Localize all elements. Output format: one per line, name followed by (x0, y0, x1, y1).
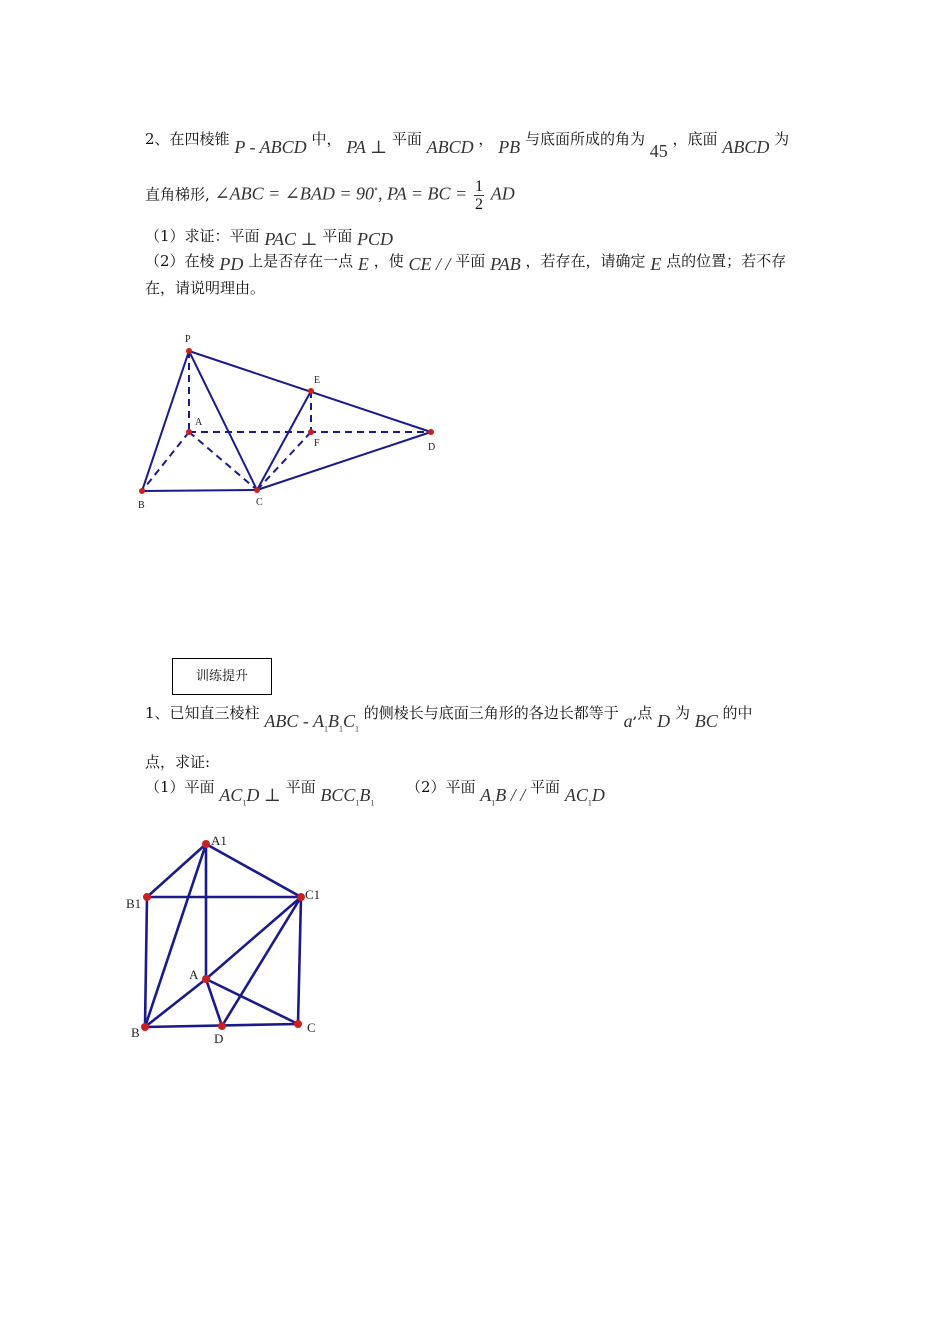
edge-bb1 (145, 897, 147, 1027)
text: 直角梯形, (145, 185, 210, 204)
point-b (139, 488, 145, 494)
text: 2、在四棱锥 (145, 130, 230, 148)
text: 平面 (530, 778, 561, 796)
text: 平面 (285, 778, 316, 796)
label-f: F (314, 438, 320, 449)
point-f (308, 429, 314, 435)
edge-pb (142, 351, 189, 491)
point-a1 (202, 840, 210, 848)
label-b: B (131, 1025, 140, 1040)
text: ，底面 (672, 130, 718, 148)
label-e: E (314, 375, 321, 386)
math-pb: PB (498, 137, 521, 157)
math-pcd: PCD (357, 229, 394, 249)
text: （1）平面 (145, 778, 215, 796)
math-e-2: E (650, 254, 662, 274)
edge-bc (142, 490, 257, 491)
math-ac1d-perp: $AC_1D$ ⊥ (219, 785, 281, 808)
math-e: E (357, 254, 369, 274)
point-c (294, 1020, 302, 1028)
text: 为 (674, 704, 690, 722)
label-a: A (195, 417, 203, 428)
edge-ac1 (206, 897, 301, 979)
text: 中， (311, 130, 342, 148)
point-c (254, 487, 260, 493)
math-prism: ABC - $A_1B_1C_1$ (264, 711, 360, 734)
math-ce-parallel: CE / / (408, 254, 451, 274)
math-a: a (623, 711, 633, 731)
label-c: C (256, 497, 263, 508)
point-b (141, 1023, 149, 1031)
text: 平面 (455, 252, 486, 270)
text: 1、已知直三棱柱 (145, 704, 260, 722)
edge-cc1 (298, 897, 301, 1024)
math-pyramid: P - ABCD (234, 137, 307, 157)
point-a (186, 429, 192, 435)
edge-a1c1 (206, 844, 301, 897)
text: 的中 (722, 704, 753, 722)
text: （1）求证：平面 (145, 227, 260, 245)
text: ， (478, 130, 494, 148)
edge-ab (142, 432, 189, 491)
point-b1 (143, 893, 151, 901)
fraction-denominator: 2 (474, 196, 483, 213)
point-e (308, 388, 314, 394)
text: 平面 (391, 130, 422, 148)
point-p (186, 348, 192, 354)
section-label-box: 训练提升 (172, 658, 272, 695)
text: ,点 (632, 704, 653, 722)
label-b: B (138, 500, 145, 511)
math-a1b-parallel: $A_1B$ / / (480, 785, 526, 808)
point-d (218, 1022, 226, 1030)
math-pab: PAB (490, 254, 521, 274)
math-ac1d: $AC_1D$ (564, 785, 605, 808)
label-a1: A1 (211, 833, 227, 848)
math-pac-perp: PAC ⊥ (264, 229, 318, 249)
prism-figure (145, 844, 301, 1027)
math-d: D (657, 711, 671, 731)
math-angles: ∠ABC = ∠BAD = 90 (214, 183, 375, 204)
pyramid-figure (142, 351, 431, 491)
edge-ac (189, 432, 257, 490)
math-bcc1b1: $BCC_1B_1$ (320, 785, 375, 808)
text: 在，请说明理由。 (145, 279, 266, 297)
text: 与底面所成的角为 (524, 130, 645, 148)
math-abcd-2: ABCD (722, 137, 770, 157)
label-d: D (428, 442, 436, 453)
text: 上是否存在一点 (248, 252, 354, 270)
prism-labels (126, 833, 320, 1046)
fraction-numerator: 1 (474, 178, 483, 195)
label-c1: C1 (305, 887, 321, 902)
point-c1 (297, 893, 305, 901)
text: （2）在棱 (145, 252, 215, 270)
math-pa-perp: PA ⊥ (346, 137, 388, 157)
label-d: D (214, 1031, 224, 1046)
math-abcd: ABCD (426, 137, 474, 157)
math-ad: AD (490, 183, 515, 204)
text: ，若存在，请确定 (525, 252, 646, 270)
point-d (428, 429, 434, 435)
text: 为 (774, 130, 790, 148)
text: 点，求证: (145, 753, 211, 771)
label-b1: B1 (126, 896, 142, 911)
text: 平面 (322, 227, 353, 245)
prism-points (141, 840, 305, 1031)
math-45: 45 (649, 141, 668, 161)
math-pd: PD (219, 254, 244, 274)
label-c: C (307, 1020, 316, 1035)
label-p: P (185, 334, 191, 345)
text: 点的位置；若不存 (666, 252, 787, 270)
label-a: A (189, 967, 199, 982)
text: 的侧棱长与底面三角形的各边长都等于 (363, 704, 619, 722)
degree-mark: ° (374, 186, 379, 196)
math-bc: BC (694, 711, 718, 731)
text: ，使 (373, 252, 404, 270)
math-pa-bc: , PA = BC = (378, 183, 468, 204)
pyramid-labels (138, 334, 435, 511)
point-a (202, 975, 210, 983)
text: （2）平面 (405, 778, 476, 796)
